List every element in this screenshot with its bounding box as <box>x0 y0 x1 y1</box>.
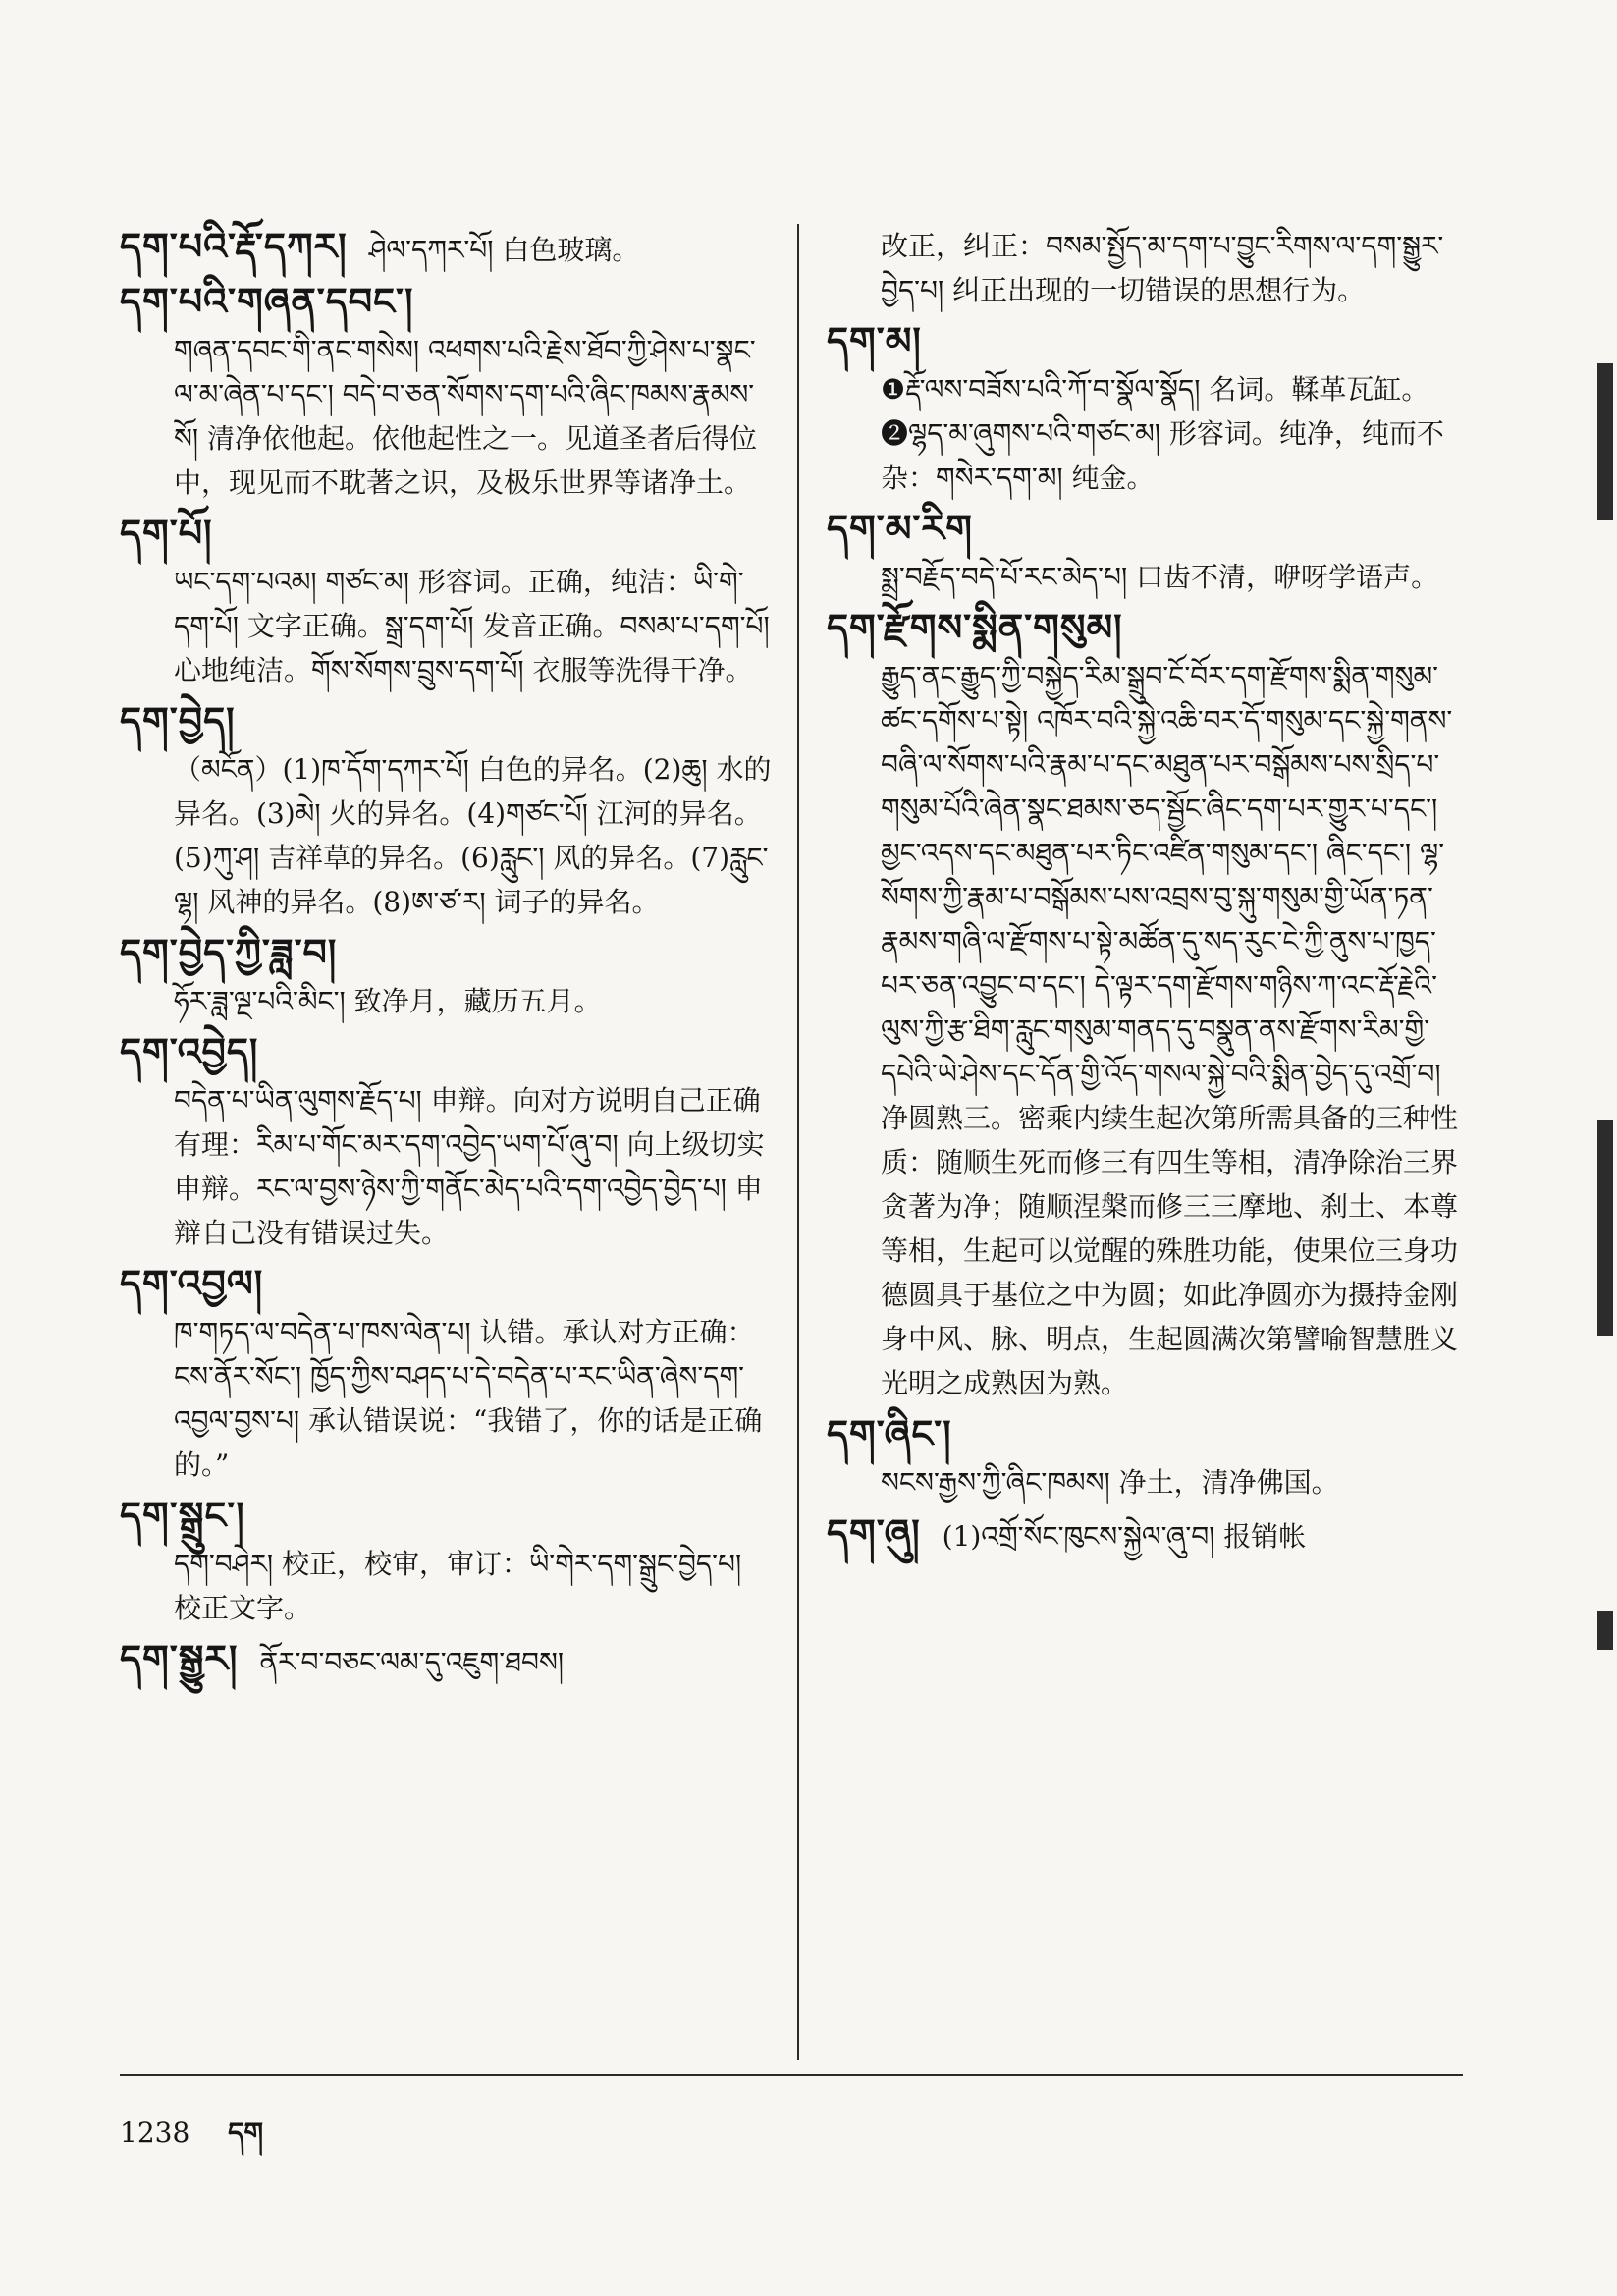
entry <box>827 318 1463 500</box>
definition: སངས་རྒྱས་ཀྱི་ཞིང་ཁམས། 净土，清净佛国。 <box>881 1466 1339 1499</box>
footer-rule <box>120 2074 1463 2076</box>
definition: རྒྱུད་ནང་རྒྱུད་ཀྱི་བསྐྱེད་རིམ་སྒྲུབ་ངོ་བོར་དག་རྫོགས་སྨིན་གསུམ་ཚང་དགོས་པ་སྟེ། འཁོར་བའི་སྐྱེ་འཆི་བར་དོ་གསུམ་དང་སྐྱེ་གནས་བཞི་ལ་སོགས་པའི་རྣམ་པ་དང་མཐུན་པར་བསྒོམས་པས་སྲིད་པ་གསུམ་པོའི་ཞེན་སྣང་ཐམས་ཅད་སྦྱོང་ཞིང་དག་པར་གྱུར་པ་དང་། མྱང་འདས་དང་མཐུན་པར་ཏིང་འཛིན་གསུམ་དང་། ཞིང་དང་། ལྷ་སོགས་ཀྱི་རྣམ་པ་བསྒོམས་པས་འབྲས་བུ་སྐུ་གསུམ་གྱི་ཡོན་ཏན་རྣམས་གཞི་ལ་རྫོགས་པ་སྟེ་མཚོན་དུ་སད་རུང་ངེ་ཀྱི་ནུས་པ་ཁྱད་པར་ཅན་འབྱུང་བ་དང་། དེ་ལྟར་དག་རྫོགས་གཉིས་ཀ་འང་རྡོ་རྗེའི་ལུས་ཀྱི་རྩ་ཐིག་རླུང་གསུམ་གནད་དུ་བསྣུན་ནས་རྫོགས་རིམ་གྱི་དཔེའི་ཡེ་ཤེས་དང་དོན་གྱི་འོད་གསལ་སྐྱེ་བའི་སྨིན་བྱེད་དུ་འགྲོ་བ། 净圆熟三。密乘内续生起次第所需具备的三种性质：随顺生死而修三有四生等相，清净除治三界贪著为净；随顺涅槃而修三三摩地、刹土、本尊等相，生起可以觉醒的殊胜功能，使果位三身功德圆具于基位之中为圆；如此净圆亦为摄持金刚身中风、脉、明点，生起圆满次第譬喻智慧胜义光明之成熟因为熟。 <box>881 660 1459 1399</box>
entry <box>120 224 773 273</box>
running-head: དག <box>228 2116 264 2149</box>
entry <box>827 506 1463 599</box>
entry <box>120 1493 773 1630</box>
definition: ཤེལ་དཀར་པོ། 白色玻璃。 <box>368 234 640 266</box>
column-divider <box>797 224 799 2060</box>
headword: དག་སྒྲུང་། <box>120 1493 245 1537</box>
headword: དག་ཞུ། <box>827 1510 921 1555</box>
headword: དག་མ་རིག <box>827 506 973 550</box>
page-footer <box>120 2102 263 2179</box>
definition: ནོར་བ་བཅང་ལམ་དུ་འཇུག་ཐབས། <box>259 1646 565 1678</box>
entry <box>120 698 773 924</box>
scan-margin-strip <box>1593 0 1617 2296</box>
definition: ❶རྡོ་ལས་བཟོས་པའི་ཀོ་བ་སྣོལ་སྣོད། 名词。鞣革瓦缸。❷ལྷད་མ་ཞུགས་པའི་གཙང་མ། 形容词。纯净，纯而不杂：གསེར་དག་མ། 纯金。 <box>881 373 1444 494</box>
headword: དག་ཞིང་། <box>827 1411 952 1455</box>
headword: དག་པའི་རྡོ་དཀར། <box>120 224 348 268</box>
definition: ཧོར་ཟླ་ལྔ་པའི་མིང་། 致净月，藏历五月。 <box>174 985 602 1017</box>
headword: དག་འབྱལ། <box>120 1261 264 1305</box>
scan-mark <box>1597 1120 1613 1336</box>
definition: ཡང་དག་པའམ། གཙང་མ། 形容词。正确，纯洁：ཡི་གེ་དག་པོ། 文字正确。སྒྲ་དག་པོ། 发音正确。བསམ་པ་དག་པོ། 心地纯洁。གོས་སོགས་བྲུས་དག་པོ། 衣服等洗得干净。 <box>174 566 770 686</box>
definition: བདེན་པ་ཡིན་ལུགས་རྗོད་པ། 申辩。向对方说明自己正确有理：རིམ་པ་གོང་མར་དག་འབྱེད་ཡག་པོ་ཞུ་བ། 向上级切实申辩。རང་ལ་བྱས་ཉེས་ཀྱི་གནོང་མེད་པའི་དག་འབྱེད་བྱེད་པ། 申辩自己没有错误过失。 <box>174 1084 765 1249</box>
entry <box>120 1261 773 1487</box>
right-column <box>827 224 1463 1565</box>
headword: དག་བྱེད་ཀྱི་ཟླ་བ། <box>120 930 338 974</box>
page-number: 1238 <box>120 2116 190 2149</box>
entry <box>120 930 773 1023</box>
entry <box>120 511 773 692</box>
headword: དག་འབྱེད། <box>120 1029 259 1073</box>
entry <box>120 279 773 505</box>
scan-mark <box>1597 1611 1613 1650</box>
definition: 改正，纠正：བསམ་སྤྱོད་མ་དག་པ་བྱུང་རིགས་ལ་དག་སྒྱུར་བྱེད་པ། 纠正出现的一切错误的思想行为。 <box>881 230 1444 306</box>
headword: དག་སྒྱུར། <box>120 1636 239 1680</box>
entry <box>120 1636 773 1685</box>
headword: དག་མ། <box>827 318 922 362</box>
definition: གཞན་དབང་གི་ནང་གསེས། འཕགས་པའི་རྗེས་ཐོབ་ཀྱི་ཤེས་པ་སྣང་ལ་མ་ཞེན་པ་དང་། བདེ་བ་ཅན་སོགས་དག་པའི་ཞིང་ཁམས་རྣམས་སོ། 清净依他起。依他起性之一。见道圣者后得位中，现见而不耽著之识，及极乐世界等诸净土。 <box>174 334 758 499</box>
definition: ཁ་གཏད་ལ་བདེན་པ་ཁས་ལེན་པ། 认错。承认对方正确：ངས་ནོར་སོང་། ཁྱོད་ཀྱིས་བཤད་པ་དེ་བདེན་པ་རང་ཡིན་ཞེས་དག་འབྱལ་བྱས་པ། 承认错误说：“我错了，你的话是正确的。” <box>174 1316 763 1481</box>
scan-mark <box>1597 363 1613 520</box>
definition: (1)འགྲོ་སོང་ཁུངས་སྐྱེལ་ཞུ་བ། 报销帐 <box>942 1520 1307 1553</box>
entry <box>827 1510 1463 1559</box>
headword: དག་བྱེད། <box>120 698 236 742</box>
definition: སྨྲ་བརྗོད་བདེ་པོ་རང་མེད་པ། 口齿不清，咿呀学语声。 <box>881 561 1439 593</box>
definition: （མངོན）(1)ཁ་དོག་དཀར་པོ། 白色的异名。(2)ཆུ། 水的异名。(3)མེ། 火的异名。(4)གཙང་པོ། 江河的异名。(5)ཀུ་ཤ། 吉祥草的异名。(6)རླུང་། 风的异名。(7)རླུང་ལྷ། 风神的异名。(8)ཨ་ཙ་ར། 词子的异名。 <box>174 753 772 918</box>
headword: དག་རྫོགས་སྨིན་གསུམ། <box>827 605 1123 649</box>
entry <box>827 1411 1463 1504</box>
headword: དག་པའི་གཞན་དབང་། <box>120 279 414 323</box>
entry <box>827 605 1463 1405</box>
entry <box>120 1029 773 1255</box>
definition: དག་བཤེར། 校正，校审，审订：ཡི་གེར་དག་སྒྲུང་བྱེད་པ། 校正文字。 <box>174 1548 742 1624</box>
entry-continuation <box>827 224 1463 312</box>
left-column <box>120 224 773 1691</box>
headword: དག་པོ། <box>120 511 213 555</box>
